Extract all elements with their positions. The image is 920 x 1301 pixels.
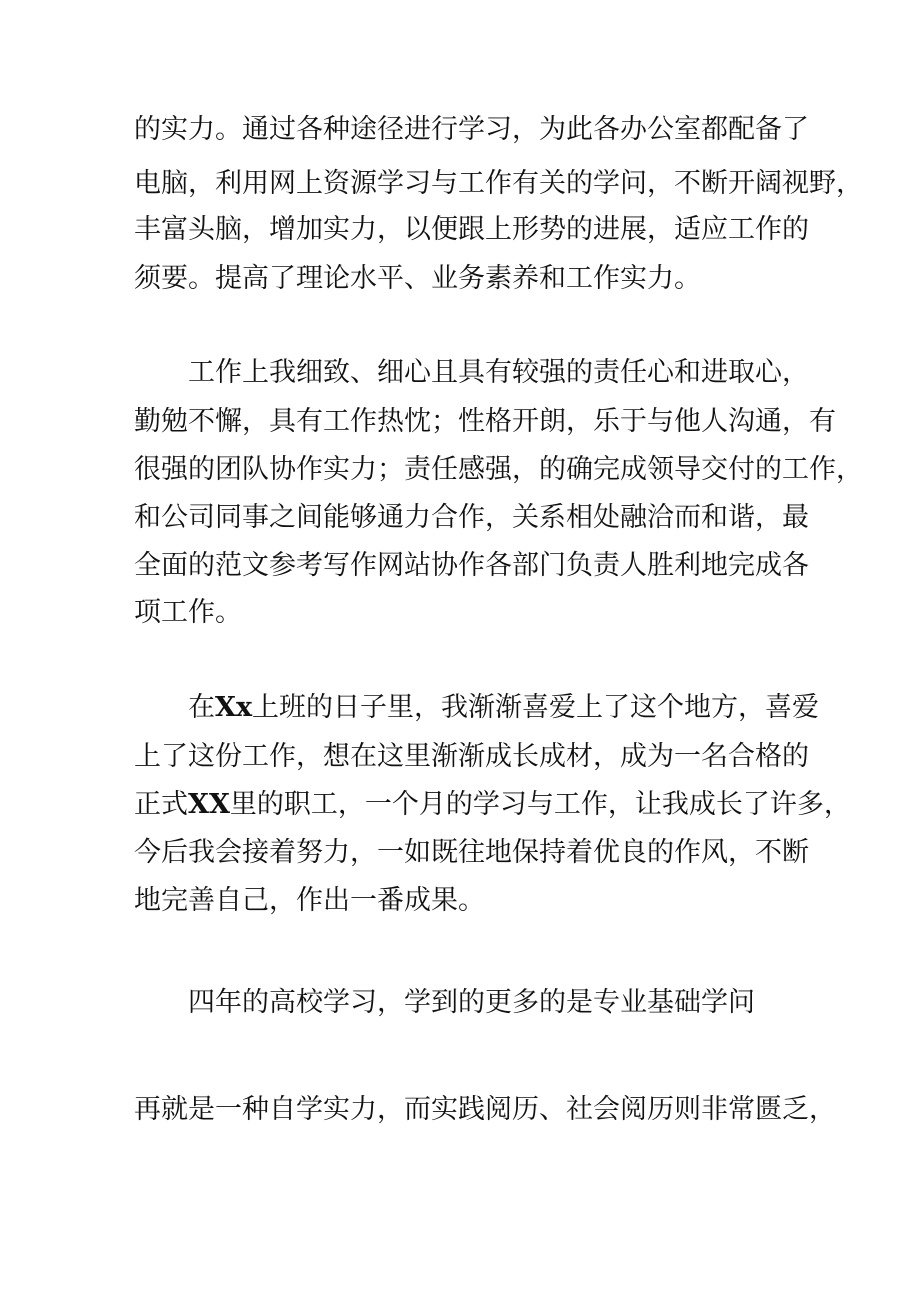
paragraph-line	[134, 785, 851, 825]
paragraph-line: 勤勉不懈，具有工作热忱；性格开朗，乐于与他人沟通，有	[134, 406, 836, 437]
paragraph-line: 四年的高校学习，学到的更多的是专业基础学问	[188, 987, 755, 1018]
paragraph-line	[188, 688, 819, 728]
paragraph-line: 项工作。	[134, 597, 242, 628]
paragraph-line: 和公司同事之间能够通力合作，关系相处融洽而和谐，最	[134, 502, 809, 533]
paragraph-line: 丰富头脑，增加实力，以便跟上形势的进展，适应工作的	[134, 214, 809, 245]
placeholder-text: XX	[188, 789, 230, 820]
paragraph-line: 的实力。通过各种途径进行学习，为此各办公室都配备了	[134, 114, 809, 145]
paragraph-line: 很强的团队协作实力；责任感强，的确完成领导交付的工作，	[134, 454, 863, 485]
paragraph-line: 再就是一种自学实力，而实践阅历、社会阅历则非常匮乏，	[134, 1094, 836, 1125]
paragraph-line: 电脑，利用网上资源学习与工作有关的学问，不断开阔视野，	[134, 168, 863, 199]
text-segment: 里的职工，一个月的学习与工作，让我成长了许多，	[229, 789, 851, 820]
paragraph-line: 今后我会接着努力，一如既往地保持着优良的作风，不断	[134, 837, 809, 868]
text-segment: 正式	[134, 789, 188, 820]
paragraph-line: 地完善自己，作出一番成果。	[134, 885, 485, 916]
paragraph-line: 工作上我细致、细心且具有较强的责任心和进取心，	[188, 357, 809, 388]
paragraph-line: 须要。提高了理论水平、业务素养和工作实力。	[134, 263, 701, 294]
text-segment: 上班的日子里，我渐渐喜爱上了这个地方，喜爱	[252, 692, 820, 723]
paragraph-line: 全面的范文参考写作网站协作各部门负责人胜利地完成各	[134, 550, 809, 581]
text-segment: 在	[188, 692, 215, 723]
placeholder-text: Xx	[215, 692, 253, 723]
paragraph-line: 上了这份工作，想在这里渐渐成长成材，成为一名合格的	[134, 741, 809, 772]
